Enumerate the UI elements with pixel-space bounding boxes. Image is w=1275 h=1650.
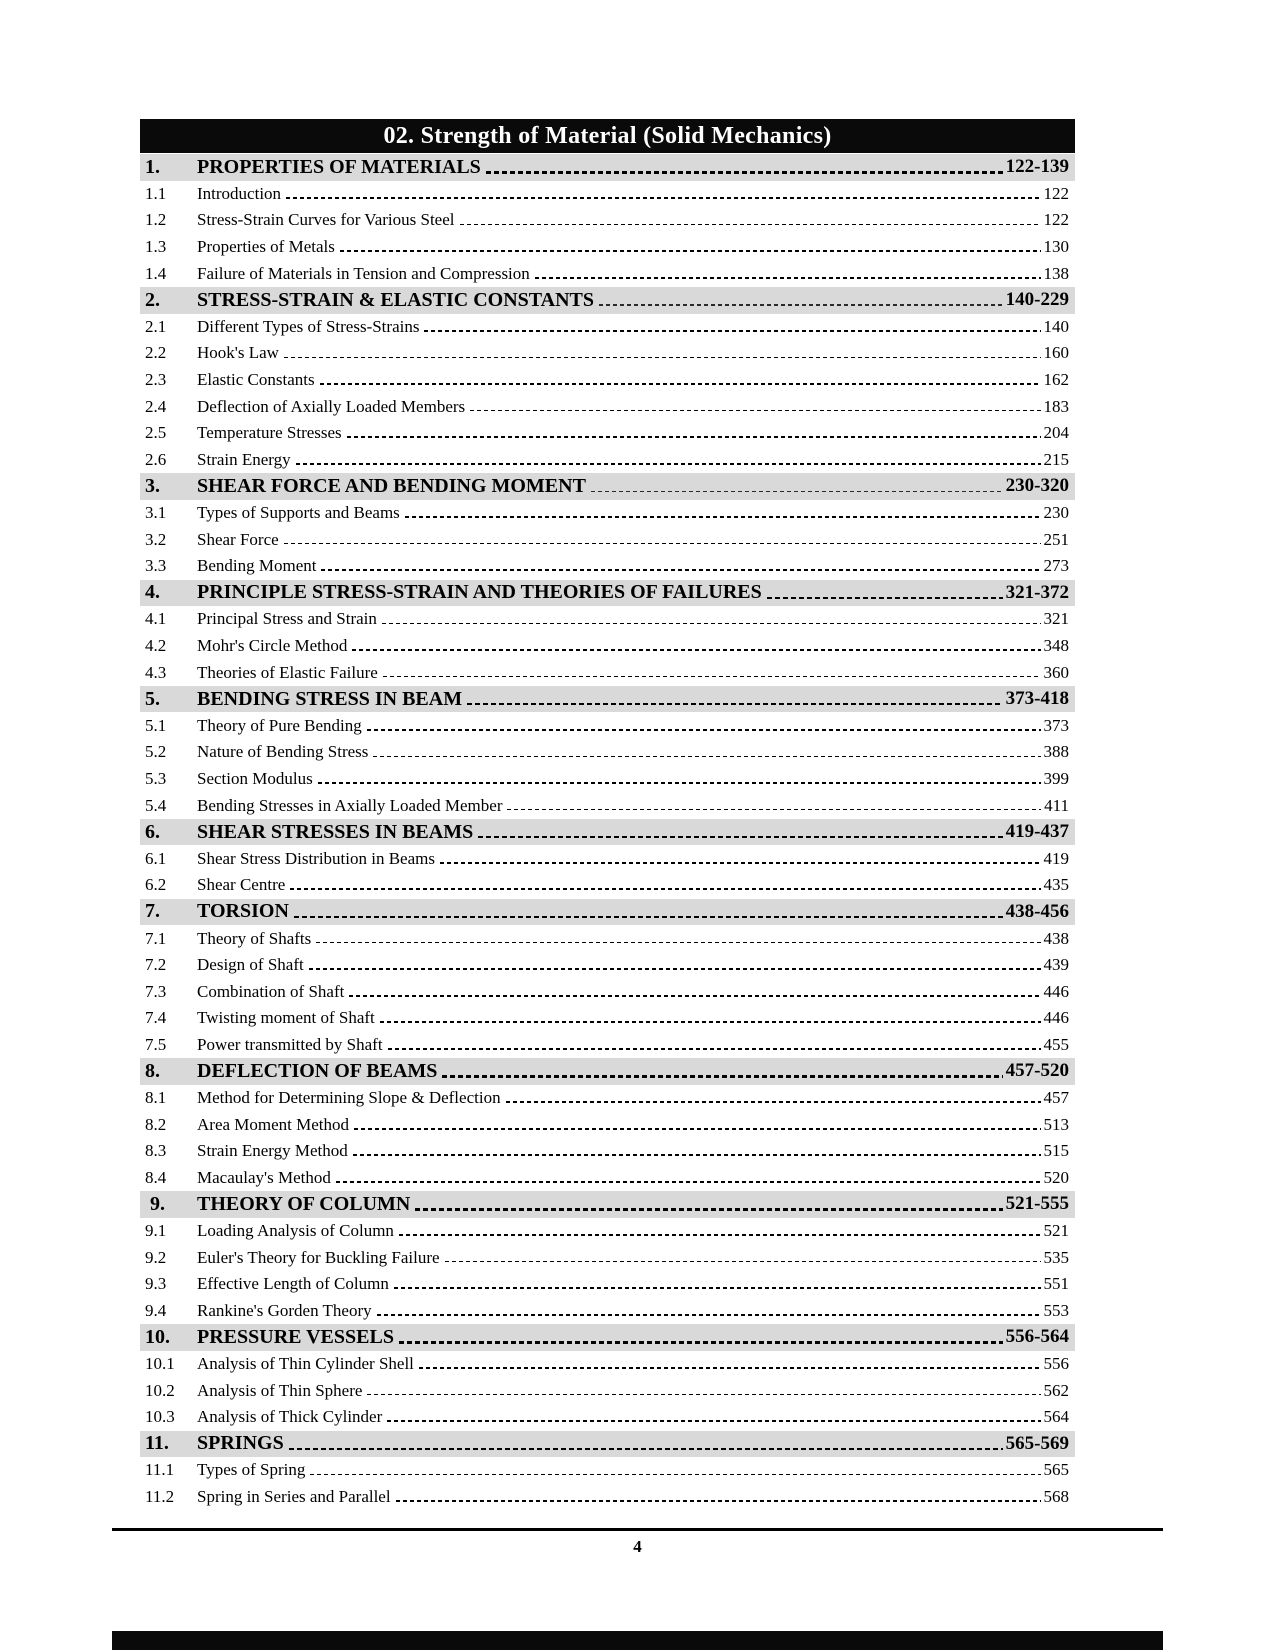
section-row: [140, 207, 1075, 234]
entry-number: 10.1: [145, 1354, 175, 1374]
entry-title: Temperature Stresses: [197, 423, 342, 443]
entry-number: 11.1: [145, 1460, 175, 1480]
section-row: [140, 1377, 1075, 1404]
dotted-leader: [506, 1101, 1041, 1103]
dotted-leader: [470, 410, 1040, 412]
dotted-leader: [424, 330, 1040, 332]
section-row: [140, 340, 1075, 367]
entry-title: Introduction: [197, 183, 282, 203]
entry-page: 551: [1043, 1274, 1069, 1294]
chapter-row: [140, 287, 1075, 314]
section-row: [140, 393, 1075, 420]
section-row: [140, 367, 1075, 394]
entry-page-range: 230-320: [1005, 475, 1069, 497]
section-row: [140, 712, 1075, 739]
entry-number: 7.1: [145, 928, 167, 948]
entry-page-range: 373-418: [1005, 688, 1069, 710]
entry-page: 321: [1043, 609, 1069, 629]
section-row: [140, 447, 1075, 474]
entry-title: PRESSURE VESSELS: [197, 1325, 394, 1348]
dotted-leader: [394, 1287, 1041, 1289]
entry-page: 273: [1043, 556, 1069, 576]
section-row: [140, 260, 1075, 287]
entry-title: Method for Determining Slope & Deflection: [197, 1088, 501, 1108]
section-row: [140, 766, 1075, 793]
entry-page: 138: [1043, 263, 1069, 283]
entry-page-range: 419-437: [1005, 821, 1069, 843]
entry-title: Analysis of Thin Cylinder Shell: [197, 1354, 414, 1374]
entry-number: 3.2: [145, 529, 167, 549]
dotted-leader: [318, 782, 1041, 784]
entry-number: 11.: [145, 1432, 169, 1455]
entry-page: 446: [1043, 1008, 1069, 1028]
entry-number: 4.2: [145, 635, 167, 655]
entry-page: 513: [1043, 1114, 1069, 1134]
entry-title: Stress-Strain Curves for Various Steel: [197, 210, 455, 230]
entry-page: 419: [1043, 848, 1069, 868]
section-row: [140, 1484, 1075, 1511]
entry-page: 535: [1043, 1247, 1069, 1267]
chapter-row: [140, 819, 1075, 846]
entry-page: 553: [1043, 1300, 1069, 1320]
section-row: [140, 1404, 1075, 1431]
entry-number: 2.1: [145, 316, 167, 336]
entry-page-range: 321-372: [1005, 581, 1069, 603]
section-row: [140, 1005, 1075, 1032]
entry-title: Effective Length of Column: [197, 1274, 389, 1294]
entry-title: Theory of Pure Bending: [197, 715, 362, 735]
entry-number: 7.5: [145, 1034, 167, 1054]
entry-number: 9.3: [145, 1274, 167, 1294]
section-row: [140, 314, 1075, 341]
entry-title: Properties of Metals: [197, 237, 335, 257]
entry-number: 3.1: [145, 503, 167, 523]
dotted-leader: [284, 357, 1041, 359]
section-row: [140, 1138, 1075, 1165]
entry-page: 411: [1044, 795, 1069, 815]
entry-page: 160: [1043, 343, 1069, 363]
entry-number: 2.5: [145, 423, 167, 443]
dotted-leader: [486, 171, 1003, 174]
entry-number: 6.1: [145, 848, 167, 868]
entry-title: THEORY OF COLUMN: [197, 1192, 411, 1215]
entry-page: 438: [1043, 928, 1069, 948]
dotted-leader: [377, 1314, 1041, 1316]
entry-page: 446: [1043, 981, 1069, 1001]
entry-title: Hook's Law: [197, 343, 279, 363]
entry-number: 11.2: [145, 1486, 175, 1506]
dotted-leader: [296, 463, 1041, 465]
entry-title: Strain Energy: [197, 449, 291, 469]
entry-number: 3.: [145, 474, 160, 497]
entry-title: Section Modulus: [197, 768, 313, 788]
entry-title: Area Moment Method: [197, 1114, 350, 1134]
entry-number: 10.3: [145, 1407, 175, 1427]
entry-page: 360: [1043, 662, 1069, 682]
dotted-leader: [290, 888, 1040, 890]
entry-number: 4.1: [145, 609, 167, 629]
entry-title: DEFLECTION OF BEAMS: [197, 1059, 438, 1082]
entry-number: 1.1: [145, 183, 167, 203]
entry-number: 2.2: [145, 343, 167, 363]
section-row: [140, 1218, 1075, 1245]
chapter-row: [140, 1431, 1075, 1458]
entry-page: 521: [1043, 1221, 1069, 1241]
section-row: [140, 952, 1075, 979]
dotted-leader: [383, 676, 1041, 678]
entry-number: 2.6: [145, 449, 167, 469]
section-row: [140, 1351, 1075, 1378]
entry-title: SHEAR FORCE AND BENDING MOMENT: [197, 474, 586, 497]
entry-number: 5.1: [145, 715, 167, 735]
entry-title: Shear Force: [197, 529, 279, 549]
entry-page-range: 438-456: [1005, 900, 1069, 922]
entry-title: Deflection of Axially Loaded Members: [197, 396, 466, 416]
section-row: [140, 526, 1075, 553]
section-row: [140, 1085, 1075, 1112]
chapter-row: [140, 899, 1075, 926]
entry-number: 3.3: [145, 556, 167, 576]
entry-number: 9.4: [145, 1300, 167, 1320]
entry-title: Nature of Bending Stress: [197, 742, 369, 762]
entry-number: 5.2: [145, 742, 167, 762]
dotted-leader: [321, 569, 1040, 571]
dotted-leader: [336, 1181, 1041, 1183]
dotted-leader: [367, 729, 1041, 731]
entry-number: 5.4: [145, 795, 167, 815]
entry-title: Combination of Shaft: [197, 981, 345, 1001]
section-row: [140, 872, 1075, 899]
section-row: [140, 1244, 1075, 1271]
entry-number: 5.: [145, 687, 160, 710]
dotted-leader: [310, 1474, 1040, 1476]
entry-title: Bending Stresses in Axially Loaded Member: [197, 795, 503, 815]
dotted-leader: [399, 1341, 1003, 1344]
dotted-leader: [535, 277, 1041, 279]
dotted-leader: [399, 1234, 1041, 1236]
dotted-leader: [442, 1075, 1002, 1078]
dotted-leader: [591, 491, 1003, 493]
entry-number: 1.2: [145, 210, 167, 230]
entry-title: PRINCIPLE STRESS-STRAIN AND THEORIES OF FAILURES: [197, 581, 762, 604]
dotted-leader: [380, 1021, 1041, 1023]
entry-page: 435: [1043, 875, 1069, 895]
entry-number: 9.1: [145, 1221, 167, 1241]
entry-page: 140: [1043, 316, 1069, 336]
entry-title: Strain Energy Method: [197, 1141, 348, 1161]
entry-title: Theories of Elastic Failure: [197, 662, 378, 682]
entry-number: 9.2: [145, 1247, 167, 1267]
entry-page: 130: [1043, 237, 1069, 257]
entry-page: 122: [1043, 210, 1069, 230]
entry-page-range: 140-229: [1005, 289, 1069, 311]
section-row: [140, 553, 1075, 580]
entry-number: 6.: [145, 820, 160, 843]
dotted-leader: [387, 1420, 1040, 1422]
dotted-leader: [284, 543, 1041, 545]
chapter-title-bar: [140, 119, 1075, 153]
entry-title: Mohr's Circle Method: [197, 635, 348, 655]
entry-number: 1.: [145, 155, 160, 178]
entry-page: 556: [1043, 1354, 1069, 1374]
entry-number: 2.4: [145, 396, 167, 416]
entry-title: Rankine's Gorden Theory: [197, 1300, 372, 1320]
footer-rule: [112, 1528, 1163, 1531]
entry-title: Types of Supports and Beams: [197, 503, 400, 523]
entry-title: Spring in Series and Parallel: [197, 1486, 391, 1506]
dotted-leader: [286, 197, 1040, 199]
dotted-leader: [767, 597, 1003, 600]
entry-title: Loading Analysis of Column: [197, 1221, 394, 1241]
entry-number: 7.2: [145, 955, 167, 975]
entry-page-range: 457-520: [1005, 1060, 1069, 1082]
entry-title: Analysis of Thin Sphere: [197, 1380, 363, 1400]
section-row: [140, 978, 1075, 1005]
section-row: [140, 1457, 1075, 1484]
entry-page-range: 122-139: [1005, 156, 1069, 178]
page-number: 4: [633, 1537, 642, 1556]
dotted-leader: [373, 756, 1040, 758]
table-of-contents: [140, 119, 1075, 1510]
entry-page: 565: [1043, 1460, 1069, 1480]
entry-title: SHEAR STRESSES IN BEAMS: [197, 820, 474, 843]
toc-rows: [140, 154, 1075, 1510]
section-row: [140, 234, 1075, 261]
entry-number: 8.: [145, 1059, 160, 1082]
entry-page: 455: [1043, 1034, 1069, 1054]
dotted-leader: [352, 649, 1040, 651]
dotted-leader: [460, 224, 1041, 226]
entry-number: 5.3: [145, 768, 167, 788]
entry-title: Euler's Theory for Buckling Failure: [197, 1247, 440, 1267]
entry-title: BENDING STRESS IN BEAM: [197, 687, 463, 710]
section-row: [140, 845, 1075, 872]
dotted-leader: [440, 862, 1041, 864]
entry-number: 8.1: [145, 1088, 167, 1108]
entry-number: 2.3: [145, 370, 167, 390]
entry-number: 4.: [145, 581, 160, 604]
entry-title: Elastic Constants: [197, 370, 315, 390]
entry-title: Shear Centre: [197, 875, 286, 895]
chapter-row: [140, 1191, 1075, 1218]
section-row: [140, 1298, 1075, 1325]
dotted-leader: [353, 1154, 1041, 1156]
dotted-leader: [396, 1500, 1041, 1502]
dotted-leader: [467, 703, 1003, 706]
section-row: [140, 925, 1075, 952]
entry-page: 568: [1043, 1486, 1069, 1506]
dotted-leader: [340, 250, 1041, 252]
entry-title: Principal Stress and Strain: [197, 609, 377, 629]
entry-page: 373: [1043, 715, 1069, 735]
entry-number: 2.: [145, 288, 160, 311]
footer-page-number: [0, 1537, 1275, 1557]
entry-number: 10.: [145, 1325, 170, 1348]
entry-number: 7.4: [145, 1008, 167, 1028]
dotted-leader: [419, 1367, 1041, 1369]
entry-page: 162: [1043, 370, 1069, 390]
entry-title: Design of Shaft: [197, 955, 304, 975]
entry-number: 9.: [145, 1192, 165, 1215]
entry-page: 439: [1043, 955, 1069, 975]
entry-number: 8.3: [145, 1141, 167, 1161]
entry-page-range: 521-555: [1005, 1193, 1069, 1215]
section-row: [140, 606, 1075, 633]
chapter-row: [140, 1058, 1075, 1085]
entry-page: 399: [1043, 768, 1069, 788]
dotted-leader: [354, 1128, 1040, 1130]
entry-page: 562: [1043, 1380, 1069, 1400]
section-row: [140, 659, 1075, 686]
entry-number: 4.3: [145, 662, 167, 682]
section-row: [140, 1271, 1075, 1298]
entry-title: Theory of Shafts: [197, 928, 312, 948]
entry-title: Twisting moment of Shaft: [197, 1008, 375, 1028]
entry-title: Power transmitted by Shaft: [197, 1034, 383, 1054]
entry-title: STRESS-STRAIN & ELASTIC CONSTANTS: [197, 288, 594, 311]
entry-page: 183: [1043, 396, 1069, 416]
entry-title: Macaulay's Method: [197, 1167, 331, 1187]
entry-page: 122: [1043, 183, 1069, 203]
chapter-row: [140, 154, 1075, 181]
dotted-leader: [349, 995, 1040, 997]
entry-page: 388: [1043, 742, 1069, 762]
entry-title: Failure of Materials in Tension and Compression: [197, 263, 530, 283]
dotted-leader: [367, 1394, 1040, 1396]
chapter-row: [140, 1324, 1075, 1351]
entry-title: Shear Stress Distribution in Beams: [197, 848, 435, 868]
entry-page-range: 556-564: [1005, 1326, 1069, 1348]
section-row: [140, 500, 1075, 527]
dotted-leader: [294, 916, 1003, 919]
section-row: [140, 792, 1075, 819]
entry-number: 1.4: [145, 263, 167, 283]
entry-page: 348: [1043, 635, 1069, 655]
entry-title: Different Types of Stress-Strains: [197, 316, 420, 336]
dotted-leader: [405, 516, 1041, 518]
section-row: [140, 181, 1075, 208]
dotted-leader: [320, 383, 1041, 385]
entry-number: 8.4: [145, 1167, 167, 1187]
entry-number: 7.3: [145, 981, 167, 1001]
section-row: [140, 1032, 1075, 1059]
entry-page-range: 565-569: [1005, 1432, 1069, 1454]
entry-number: 6.2: [145, 875, 167, 895]
chapter-row: [140, 686, 1075, 713]
entry-page: 520: [1043, 1167, 1069, 1187]
section-row: [140, 420, 1075, 447]
entry-page: 251: [1043, 529, 1069, 549]
dotted-leader: [507, 809, 1041, 811]
entry-title: Bending Moment: [197, 556, 317, 576]
entry-number: 8.2: [145, 1114, 167, 1134]
entry-number: 7.: [145, 900, 160, 923]
bottom-bar: [112, 1631, 1163, 1650]
entry-number: 10.2: [145, 1380, 175, 1400]
section-row: [140, 1111, 1075, 1138]
dotted-leader: [309, 968, 1041, 970]
dotted-leader: [347, 436, 1041, 438]
section-row: [140, 739, 1075, 766]
section-row: [140, 633, 1075, 660]
dotted-leader: [388, 1048, 1041, 1050]
entry-number: 1.3: [145, 237, 167, 257]
dotted-leader: [382, 623, 1041, 625]
section-row: [140, 1165, 1075, 1192]
chapter-row: [140, 473, 1075, 500]
dotted-leader: [289, 1448, 1003, 1451]
chapter-row: [140, 580, 1075, 607]
entry-page: 215: [1043, 449, 1069, 469]
dotted-leader: [445, 1261, 1041, 1263]
dotted-leader: [415, 1208, 1002, 1211]
entry-page: 457: [1043, 1088, 1069, 1108]
entry-title: Types of Spring: [197, 1460, 306, 1480]
entry-page: 515: [1043, 1141, 1069, 1161]
entry-title: PROPERTIES OF MATERIALS: [197, 155, 481, 178]
entry-title: SPRINGS: [197, 1432, 284, 1455]
entry-title: TORSION: [197, 900, 289, 923]
entry-page: 564: [1043, 1407, 1069, 1427]
dotted-leader: [316, 942, 1040, 944]
entry-page: 204: [1043, 423, 1069, 443]
page-title: 02. Strength of Material (Solid Mechanics): [383, 122, 832, 149]
entry-title: Analysis of Thick Cylinder: [197, 1407, 383, 1427]
dotted-leader: [599, 304, 1003, 306]
dotted-leader: [478, 836, 1002, 839]
entry-page: 230: [1043, 503, 1069, 523]
